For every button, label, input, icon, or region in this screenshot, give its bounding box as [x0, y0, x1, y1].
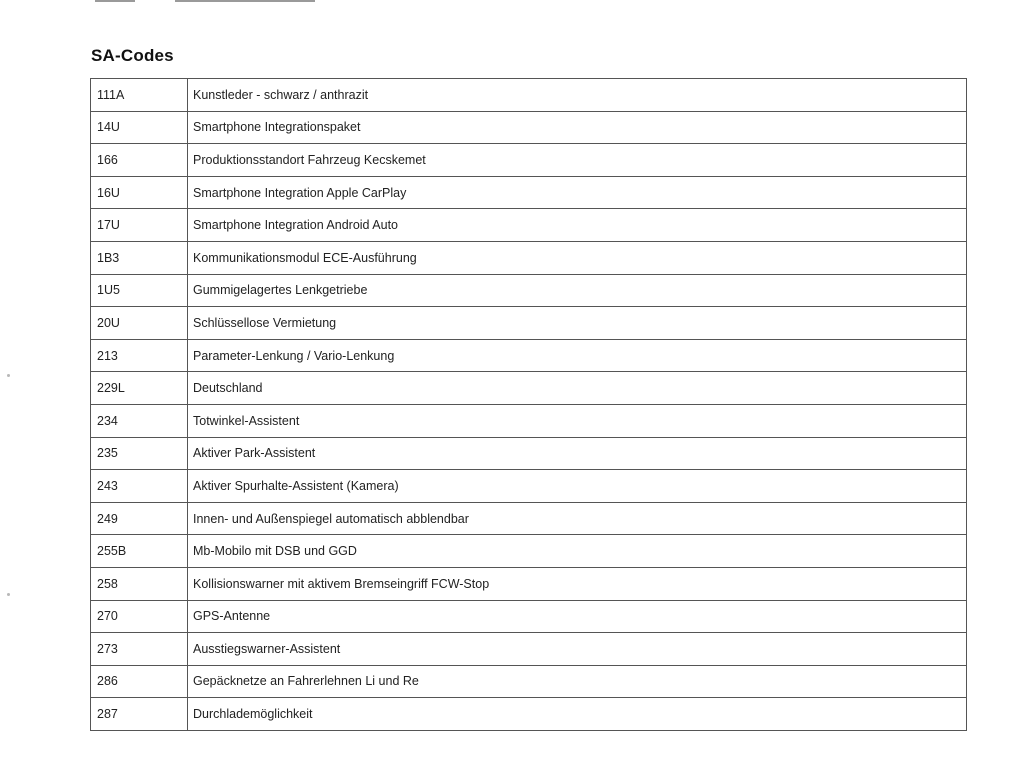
sa-description-cell: Kommunikationsmodul ECE-Ausführung: [188, 241, 967, 274]
sa-code-cell: 243: [91, 470, 188, 503]
table-row: [91, 698, 967, 731]
sa-description-cell: Aktiver Spurhalte-Assistent (Kamera): [188, 470, 967, 503]
sa-description-cell: Totwinkel-Assistent: [188, 404, 967, 437]
table-row: [91, 567, 967, 600]
table-row: [91, 372, 967, 405]
sa-description-cell: Ausstiegswarner-Assistent: [188, 633, 967, 666]
cropped-text-fragment: [175, 0, 315, 2]
section-title: SA-Codes: [91, 46, 174, 65]
sa-description-cell: Kunstleder - schwarz / anthrazit: [188, 79, 967, 112]
table-row: [91, 209, 967, 242]
sa-description-cell: Durchlademöglichkeit: [188, 698, 967, 731]
table-row: [91, 535, 967, 568]
sa-description-cell: Kollisionswarner mit aktivem Bremseingriff FCW-Stop: [188, 567, 967, 600]
sa-code-cell: 16U: [91, 176, 188, 209]
sa-description-cell: Produktionsstandort Fahrzeug Kecskemet: [188, 144, 967, 177]
sa-code-cell: 166: [91, 144, 188, 177]
table-row: [91, 111, 967, 144]
sa-code-cell: 255B: [91, 535, 188, 568]
sa-description-cell: Deutschland: [188, 372, 967, 405]
table-row: [91, 600, 967, 633]
table-row: [91, 339, 967, 372]
sa-code-cell: 111A: [91, 79, 188, 112]
sa-code-cell: 270: [91, 600, 188, 633]
table-row: [91, 307, 967, 340]
sa-code-cell: 258: [91, 567, 188, 600]
sa-code-cell: 1B3: [91, 241, 188, 274]
sa-code-cell: 14U: [91, 111, 188, 144]
sa-description-cell: Aktiver Park-Assistent: [188, 437, 967, 470]
cropped-heading-fragment: [95, 0, 405, 4]
sa-codes-table-body: [91, 79, 967, 731]
sa-description-cell: Smartphone Integration Android Auto: [188, 209, 967, 242]
sa-code-cell: 20U: [91, 307, 188, 340]
sa-code-cell: 287: [91, 698, 188, 731]
sa-description-cell: Smartphone Integration Apple CarPlay: [188, 176, 967, 209]
sa-description-cell: Schlüssellose Vermietung: [188, 307, 967, 340]
table-row: [91, 633, 967, 666]
sa-code-cell: 235: [91, 437, 188, 470]
table-row: [91, 144, 967, 177]
sa-code-cell: 273: [91, 633, 188, 666]
margin-mark: [7, 374, 10, 377]
margin-mark: [7, 593, 10, 596]
sa-code-cell: 213: [91, 339, 188, 372]
table-row: [91, 176, 967, 209]
sa-description-cell: Innen- und Außenspiegel automatisch abblendbar: [188, 502, 967, 535]
table-row: [91, 470, 967, 503]
sa-code-cell: 234: [91, 404, 188, 437]
sa-code-cell: 286: [91, 665, 188, 698]
sa-description-cell: Parameter-Lenkung / Vario-Lenkung: [188, 339, 967, 372]
sa-code-cell: 229L: [91, 372, 188, 405]
sa-code-cell: 17U: [91, 209, 188, 242]
table-row: [91, 502, 967, 535]
sa-description-cell: Mb-Mobilo mit DSB und GGD: [188, 535, 967, 568]
table-row: [91, 404, 967, 437]
table-row: [91, 241, 967, 274]
table-row: [91, 665, 967, 698]
sa-code-cell: 1U5: [91, 274, 188, 307]
sa-code-cell: 249: [91, 502, 188, 535]
sa-description-cell: Smartphone Integrationspaket: [188, 111, 967, 144]
table-row: [91, 274, 967, 307]
sa-codes-table: [90, 78, 967, 731]
sa-description-cell: Gepäcknetze an Fahrerlehnen Li und Re: [188, 665, 967, 698]
table-row: [91, 437, 967, 470]
sa-description-cell: GPS-Antenne: [188, 600, 967, 633]
sa-description-cell: Gummigelagertes Lenkgetriebe: [188, 274, 967, 307]
cropped-text-fragment: [95, 0, 135, 2]
table-row: [91, 79, 967, 112]
